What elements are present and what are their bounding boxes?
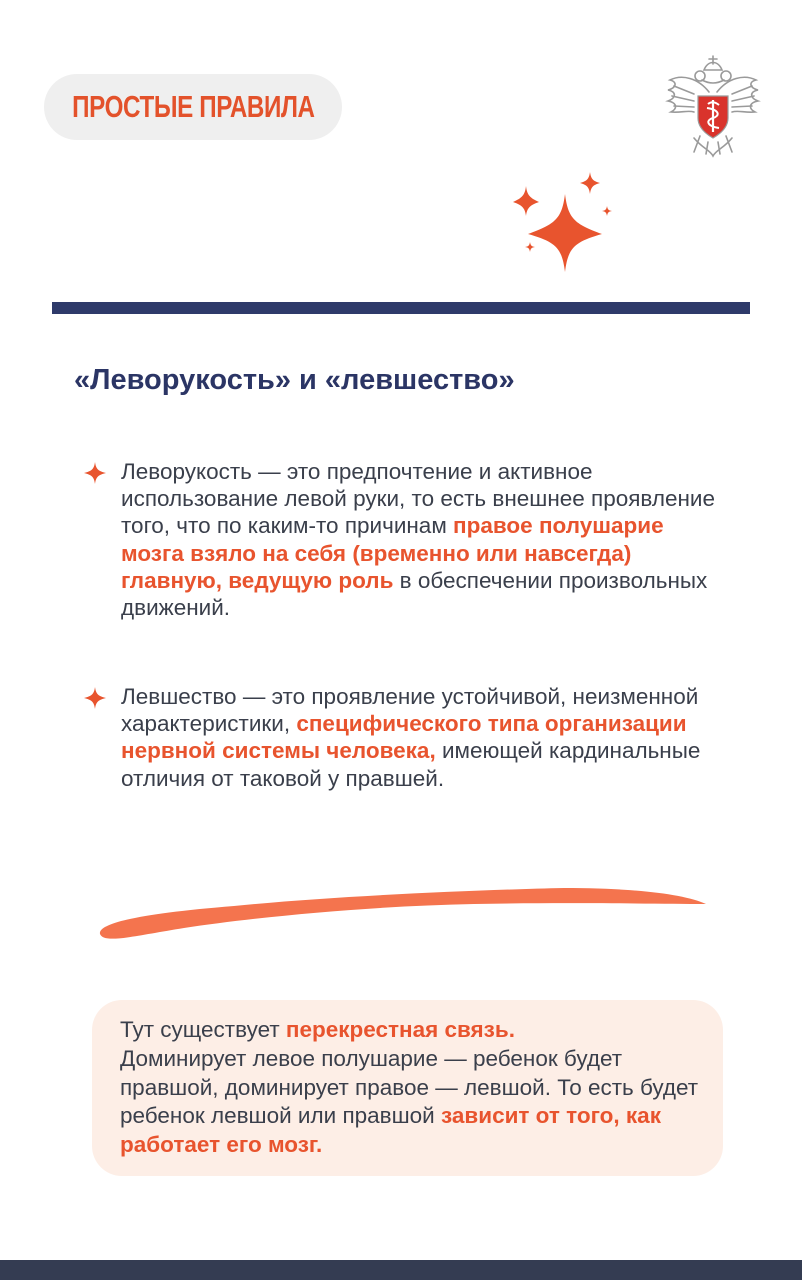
plus-bullet-icon: [84, 687, 106, 709]
note-body: Доминирует левое полушарие — ребенок будет правшой, доминирует правое — левшой. То есть будет ребенок левшой или правшой: [120, 1045, 699, 1129]
plus-bullet-icon: [84, 462, 106, 484]
item-text-after: в обеспечении произвольных движений.: [121, 567, 708, 621]
item-highlight: правое полушарие мозга взяло на себя (временно или навсегда) главную, ведущую роль: [121, 513, 664, 593]
rubric-badge: [44, 74, 342, 140]
list-item: [84, 458, 724, 621]
item-text-before: Леворукость — это предпочтение и активное использование левой руки, то есть внешнее проявление того, что по каким-то причинам: [121, 459, 716, 539]
note-box: [92, 1000, 723, 1176]
ministry-emblem-icon: [664, 52, 762, 158]
list-item-text: [121, 683, 724, 792]
list-item-text: [121, 458, 724, 621]
item-highlight: специфического типа организации нервной системы человека,: [121, 711, 687, 764]
note-line1-highlight: перекрестная связь.: [285, 1017, 515, 1042]
page-title: «Леворукость» и «левшество»: [74, 364, 515, 396]
item-text-after: имеющей кардинальные отличия от таковой у правшей.: [121, 738, 701, 791]
item-text-before: Левшество — это проявление устойчивой, неизменной характеристики,: [121, 684, 699, 737]
note-end-highlight: зависит от того, как работает его мозг.: [120, 1103, 661, 1158]
note-line1: Тут существует: [120, 1017, 286, 1042]
footer-bar: [0, 1260, 802, 1280]
brush-stroke-decoration: [94, 884, 710, 946]
sparkle-stars-icon: [508, 168, 618, 276]
rubric-badge-label: ПРОСТЫЕ ПРАВИЛА: [71, 89, 315, 124]
divider-bar: [52, 302, 750, 314]
note-text: [120, 1016, 703, 1160]
list-item: [84, 683, 724, 792]
